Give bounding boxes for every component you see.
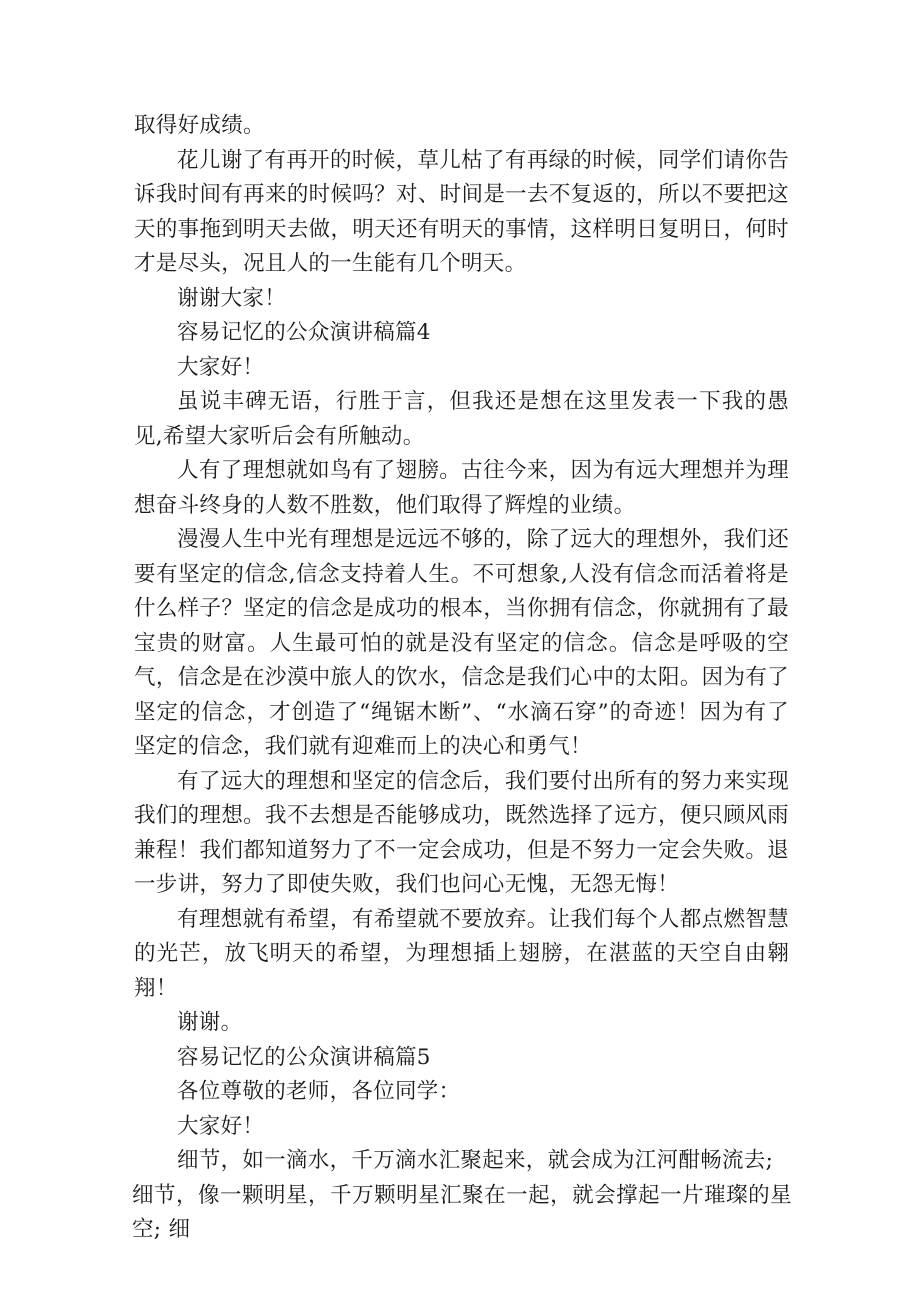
paragraph: 有了远大的理想和坚定的信念后，我们要付出所有的努力来实现我们的理想。我不去想是否能够成功，既然选择了远方，便只顾风雨兼程！我们都知道努力了不一定会成功，但是不努力一定会失败。退一步讲，努力了即使失败，我们也问心无愧，无怨无悔！ [134,768,789,897]
salutation: 各位尊敬的老师，各位同学： [177,1079,461,1104]
greeting: 大家好！ [177,1113,265,1139]
paragraph: 细节，如一滴水，千万滴水汇聚起来，就会成为江河酣畅流去; [177,1148,774,1173]
paragraph: 花儿谢了有再开的时候，草儿枯了有再绿的时候，同学们请你告诉我时间有再来的时候吗？对、时间是一去不复返的，所以不要把这天的事拖到明天去做，明天还有明天的事情，这样明日复明日，何时才是尽头，况且人的一生能有几个明天。 [134,147,789,276]
paragraph: 虽说丰碑无语，行胜于言，但我还是想在这里发表一下我的愚见,希望大家听后会有所触动。 [134,389,789,449]
paragraph: 细节，像一颗明星，千万颗明星汇聚在一起，就会撑起一片璀璨的星空; 细 [132,1182,792,1242]
document-body [132,109,792,1248]
paragraph: 取得好成绩。 [134,113,265,138]
paragraph: 谢谢大家！ [177,285,287,311]
paragraph: 漫漫人生中光有理想是远远不够的，除了远大的理想外，我们还要有坚定的信念,信念支持着人生。不可想象,人没有信念而活着将是什么样子？坚定的信念是成功的根本，当你拥有信念，你就拥有了最宝贵的财富。人生最可怕的就是没有坚定的信念。信念是呼吸的空气，信念是在沙漠中旅人的饮水，信念是我们心中的太阳。因为有了坚定的信念，才创造了“绳锯木断”、“水滴石穿”的奇迹！因为有了坚定的信念，我们就有迎难而上的决心和勇气！ [134,527,789,759]
greeting: 大家好！ [177,354,265,380]
paragraph: 谢谢。 [177,1010,243,1035]
section-heading: 容易记忆的公众演讲稿篇4 [177,320,431,345]
section-heading: 容易记忆的公众演讲稿篇5 [177,1044,431,1070]
paragraph: 人有了理想就如鸟有了翅膀。古往今来，因为有远大理想并为理想奋斗终身的人数不胜数，他们取得了辉煌的业绩。 [134,458,789,518]
paragraph: 有理想就有希望，有希望就不要放弃。让我们每个人都点燃智慧的光芒，放飞明天的希望，为理想插上翅膀，在湛蓝的天空自由翱翔！ [134,906,789,1001]
